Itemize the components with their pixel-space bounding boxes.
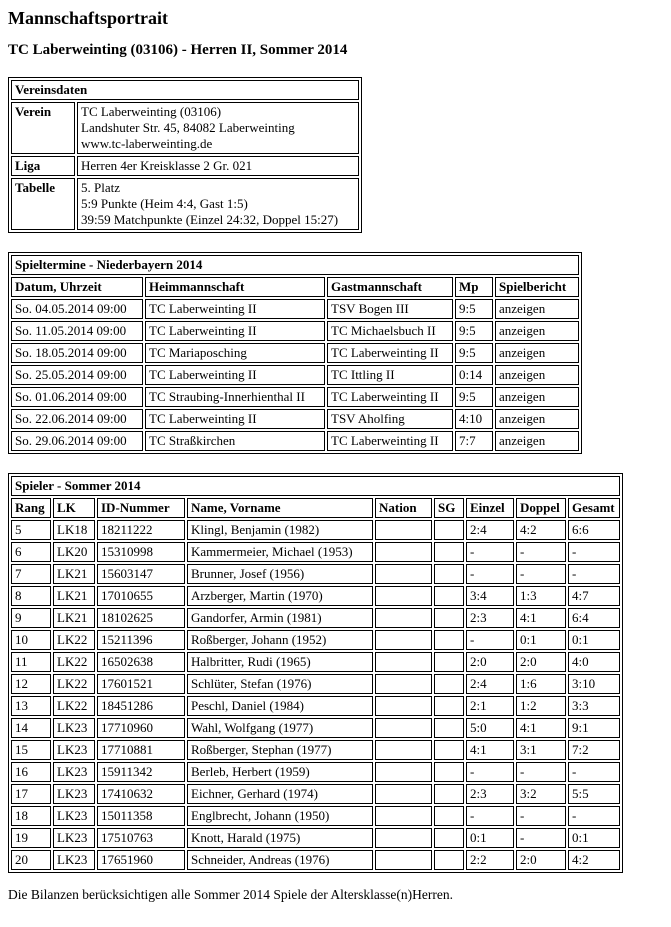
match-report-link[interactable]: anzeigen: [499, 323, 546, 338]
match-report-link[interactable]: anzeigen: [499, 433, 546, 448]
player-sg: [434, 542, 464, 562]
tabelle-platz: 5. Platz: [81, 180, 120, 195]
player-gesamt: 3:3: [568, 696, 620, 716]
column-header-mp: Mp: [455, 277, 493, 297]
player-sg: [434, 784, 464, 804]
column-header-id-nummer: ID-Nummer: [97, 498, 185, 518]
match-row: [11, 299, 579, 319]
match-report-link[interactable]: anzeigen: [499, 367, 546, 382]
player-id: 17710960: [97, 718, 185, 738]
guest-team: TC Laberweinting II: [327, 387, 453, 407]
club-name: TC Laberweinting (03106): [81, 104, 222, 119]
spieler-column-header-row: [11, 498, 620, 518]
guest-team: TC Ittling II: [327, 365, 453, 385]
liga-value: Herren 4er Kreisklasse 2 Gr. 021: [77, 156, 359, 176]
player-lk: LK20: [53, 542, 95, 562]
match-points: 4:10: [455, 409, 493, 429]
player-rank: 7: [11, 564, 51, 584]
spieltermine-header-row: [11, 255, 579, 275]
match-date: So. 04.05.2014 09:00: [11, 299, 143, 319]
vereinsdaten-header-row: [11, 80, 359, 100]
home-team: TC Straubing-Innerhienthal II: [145, 387, 325, 407]
player-rank: 14: [11, 718, 51, 738]
club-address: Landshuter Str. 45, 84082 Laberweinting: [81, 120, 295, 135]
player-einzel: 2:3: [466, 784, 514, 804]
player-gesamt: 6:4: [568, 608, 620, 628]
player-id: 18211222: [97, 520, 185, 540]
player-doppel: -: [516, 828, 566, 848]
player-sg: [434, 696, 464, 716]
match-row: [11, 343, 579, 363]
spieler-header-row: [11, 476, 620, 496]
player-gesamt: 9:1: [568, 718, 620, 738]
player-rank: 20: [11, 850, 51, 870]
player-gesamt: 0:1: [568, 630, 620, 650]
player-nation: [375, 608, 432, 628]
club-website-link[interactable]: www.tc-laberweinting.de: [81, 136, 213, 151]
player-name: Roßberger, Stephan (1977): [187, 740, 373, 760]
player-lk: LK21: [53, 608, 95, 628]
player-einzel: -: [466, 542, 514, 562]
home-team: TC Laberweinting II: [145, 299, 325, 319]
player-nation: [375, 564, 432, 584]
match-report-link-cell: [495, 343, 579, 363]
player-doppel: 1:3: [516, 586, 566, 606]
player-rank: 19: [11, 828, 51, 848]
guest-team: TC Laberweinting II: [327, 343, 453, 363]
player-gesamt: 4:2: [568, 850, 620, 870]
player-rank: 15: [11, 740, 51, 760]
player-lk: LK23: [53, 806, 95, 826]
player-id: 17010655: [97, 586, 185, 606]
player-doppel: -: [516, 564, 566, 584]
match-report-link[interactable]: anzeigen: [499, 411, 546, 426]
tabelle-label: Tabelle: [11, 178, 75, 230]
player-sg: [434, 630, 464, 650]
player-row: [11, 520, 620, 540]
tabelle-punkte: 5:9 Punkte (Heim 4:4, Gast 1:5): [81, 196, 248, 211]
player-name: Arzberger, Martin (1970): [187, 586, 373, 606]
bilanzen-footnote: Die Bilanzen berücksichtigen alle Sommer 2014 Spiele der Altersklasse(n)Herren.: [8, 887, 453, 902]
player-nation: [375, 740, 432, 760]
player-id: 17510763: [97, 828, 185, 848]
match-points: 7:7: [455, 431, 493, 451]
player-lk: LK23: [53, 850, 95, 870]
player-name: Klingl, Benjamin (1982): [187, 520, 373, 540]
player-id: 15911342: [97, 762, 185, 782]
player-row: [11, 850, 620, 870]
player-name: Wahl, Wolfgang (1977): [187, 718, 373, 738]
match-points: 9:5: [455, 343, 493, 363]
home-team: TC Straßkirchen: [145, 431, 325, 451]
player-doppel: -: [516, 542, 566, 562]
player-row: [11, 696, 620, 716]
liga-label: Liga: [11, 156, 75, 176]
player-sg: [434, 762, 464, 782]
player-einzel: 2:2: [466, 850, 514, 870]
match-row: [11, 365, 579, 385]
player-id: 15211396: [97, 630, 185, 650]
player-lk: LK23: [53, 740, 95, 760]
team-subtitle: TC Laberweinting (03106) - Herren II, Sommer 2014: [8, 42, 348, 58]
guest-team: TSV Bogen III: [327, 299, 453, 319]
match-date: So. 29.06.2014 09:00: [11, 431, 143, 451]
player-einzel: 5:0: [466, 718, 514, 738]
column-header-lk: LK: [53, 498, 95, 518]
player-lk: LK22: [53, 652, 95, 672]
column-header-gesamt: Gesamt: [568, 498, 620, 518]
match-report-link-cell: [495, 321, 579, 341]
player-id: 15011358: [97, 806, 185, 826]
match-date: So. 18.05.2014 09:00: [11, 343, 143, 363]
player-gesamt: 4:0: [568, 652, 620, 672]
player-rank: 8: [11, 586, 51, 606]
match-points: 9:5: [455, 321, 493, 341]
player-lk: LK21: [53, 586, 95, 606]
player-lk: LK23: [53, 762, 95, 782]
player-lk: LK23: [53, 784, 95, 804]
match-report-link-cell: [495, 365, 579, 385]
player-rank: 10: [11, 630, 51, 650]
column-header-nation: Nation: [375, 498, 432, 518]
player-gesamt: 6:6: [568, 520, 620, 540]
player-sg: [434, 652, 464, 672]
player-id: 16502638: [97, 652, 185, 672]
player-id: 17710881: [97, 740, 185, 760]
player-gesamt: 7:2: [568, 740, 620, 760]
column-header-sg: SG: [434, 498, 464, 518]
player-row: [11, 674, 620, 694]
player-doppel: -: [516, 806, 566, 826]
match-report-link[interactable]: anzeigen: [499, 345, 546, 360]
player-lk: LK22: [53, 630, 95, 650]
player-doppel: 3:2: [516, 784, 566, 804]
player-nation: [375, 806, 432, 826]
player-doppel: -: [516, 762, 566, 782]
player-name: Englbrecht, Johann (1950): [187, 806, 373, 826]
match-row: [11, 387, 579, 407]
player-sg: [434, 740, 464, 760]
vereinsdaten-section-header: Vereinsdaten: [11, 80, 359, 100]
player-doppel: 4:1: [516, 608, 566, 628]
column-header-rang: Rang: [11, 498, 51, 518]
player-einzel: -: [466, 762, 514, 782]
player-nation: [375, 652, 432, 672]
player-lk: LK22: [53, 674, 95, 694]
guest-team: TSV Aholfing: [327, 409, 453, 429]
player-einzel: 2:4: [466, 674, 514, 694]
player-row: [11, 784, 620, 804]
player-einzel: 3:4: [466, 586, 514, 606]
player-einzel: 2:3: [466, 608, 514, 628]
player-row: [11, 718, 620, 738]
tabelle-value-cell: [77, 178, 359, 230]
player-name: Kammermeier, Michael (1953): [187, 542, 373, 562]
match-date: So. 11.05.2014 09:00: [11, 321, 143, 341]
player-row: [11, 652, 620, 672]
player-name: Berleb, Herbert (1959): [187, 762, 373, 782]
player-lk: LK23: [53, 718, 95, 738]
player-rank: 6: [11, 542, 51, 562]
match-report-link-cell: [495, 387, 579, 407]
verein-label: Verein: [11, 102, 75, 154]
verein-value-cell: [77, 102, 359, 154]
match-report-link-cell: [495, 299, 579, 319]
player-name: Schlüter, Stefan (1976): [187, 674, 373, 694]
spieltermine-table: [8, 252, 582, 454]
player-name: Knott, Harald (1975): [187, 828, 373, 848]
player-rank: 16: [11, 762, 51, 782]
player-rank: 18: [11, 806, 51, 826]
player-sg: [434, 828, 464, 848]
player-doppel: 1:6: [516, 674, 566, 694]
player-nation: [375, 674, 432, 694]
liga-row: [11, 156, 359, 176]
player-id: 18102625: [97, 608, 185, 628]
match-row: [11, 321, 579, 341]
player-name: Gandorfer, Armin (1981): [187, 608, 373, 628]
player-id: 15603147: [97, 564, 185, 584]
player-nation: [375, 696, 432, 716]
player-gesamt: 5:5: [568, 784, 620, 804]
player-gesamt: 0:1: [568, 828, 620, 848]
player-sg: [434, 718, 464, 738]
match-report-link[interactable]: anzeigen: [499, 301, 546, 316]
player-einzel: 0:1: [466, 828, 514, 848]
player-rank: 12: [11, 674, 51, 694]
column-header-heimmannschaft: Heimmannschaft: [145, 277, 325, 297]
player-sg: [434, 608, 464, 628]
page-title: Mannschaftsportrait: [8, 8, 168, 28]
spieltermine-column-header-row: [11, 277, 579, 297]
player-name: Roßberger, Johann (1952): [187, 630, 373, 650]
player-doppel: 4:2: [516, 520, 566, 540]
player-gesamt: -: [568, 542, 620, 562]
player-doppel: 2:0: [516, 850, 566, 870]
match-row: [11, 431, 579, 451]
player-name: Halbritter, Rudi (1965): [187, 652, 373, 672]
player-einzel: -: [466, 630, 514, 650]
player-id: 15310998: [97, 542, 185, 562]
player-doppel: 4:1: [516, 718, 566, 738]
player-rank: 13: [11, 696, 51, 716]
player-row: [11, 762, 620, 782]
guest-team: TC Michaelsbuch II: [327, 321, 453, 341]
column-header-name-vorname: Name, Vorname: [187, 498, 373, 518]
player-nation: [375, 542, 432, 562]
player-nation: [375, 850, 432, 870]
player-einzel: 2:1: [466, 696, 514, 716]
player-einzel: 2:0: [466, 652, 514, 672]
player-nation: [375, 762, 432, 782]
match-points: 0:14: [455, 365, 493, 385]
player-nation: [375, 586, 432, 606]
player-einzel: -: [466, 564, 514, 584]
spieler-section-header: Spieler - Sommer 2014: [11, 476, 620, 496]
player-lk: LK21: [53, 564, 95, 584]
player-doppel: 0:1: [516, 630, 566, 650]
home-team: TC Mariaposching: [145, 343, 325, 363]
home-team: TC Laberweinting II: [145, 321, 325, 341]
player-row: [11, 630, 620, 650]
player-sg: [434, 586, 464, 606]
player-nation: [375, 828, 432, 848]
player-rank: 9: [11, 608, 51, 628]
column-header-gastmannschaft: Gastmannschaft: [327, 277, 453, 297]
player-nation: [375, 784, 432, 804]
player-sg: [434, 674, 464, 694]
guest-team: TC Laberweinting II: [327, 431, 453, 451]
player-rank: 17: [11, 784, 51, 804]
player-lk: LK22: [53, 696, 95, 716]
player-lk: LK18: [53, 520, 95, 540]
match-date: So. 25.05.2014 09:00: [11, 365, 143, 385]
player-name: Schneider, Andreas (1976): [187, 850, 373, 870]
tabelle-row: [11, 178, 359, 230]
tabelle-matchpunkte: 39:59 Matchpunkte (Einzel 24:32, Doppel 15:27): [81, 212, 339, 227]
player-nation: [375, 520, 432, 540]
match-points: 9:5: [455, 299, 493, 319]
match-report-link-cell: [495, 431, 579, 451]
match-report-link[interactable]: anzeigen: [499, 389, 546, 404]
match-date: So. 22.06.2014 09:00: [11, 409, 143, 429]
player-name: Eichner, Gerhard (1974): [187, 784, 373, 804]
player-sg: [434, 564, 464, 584]
player-id: 18451286: [97, 696, 185, 716]
match-points: 9:5: [455, 387, 493, 407]
player-einzel: -: [466, 806, 514, 826]
player-gesamt: 3:10: [568, 674, 620, 694]
player-gesamt: 4:7: [568, 586, 620, 606]
match-report-link-cell: [495, 409, 579, 429]
player-doppel: 3:1: [516, 740, 566, 760]
column-header-einzel: Einzel: [466, 498, 514, 518]
player-id: 17601521: [97, 674, 185, 694]
verein-row: [11, 102, 359, 154]
column-header-datum: Datum, Uhrzeit: [11, 277, 143, 297]
player-doppel: 1:2: [516, 696, 566, 716]
spieltermine-section-header: Spieltermine - Niederbayern 2014: [11, 255, 579, 275]
player-name: Peschl, Daniel (1984): [187, 696, 373, 716]
player-row: [11, 608, 620, 628]
player-doppel: 2:0: [516, 652, 566, 672]
player-einzel: 2:4: [466, 520, 514, 540]
column-header-doppel: Doppel: [516, 498, 566, 518]
player-id: 17410632: [97, 784, 185, 804]
player-id: 17651960: [97, 850, 185, 870]
player-row: [11, 806, 620, 826]
player-gesamt: -: [568, 564, 620, 584]
player-row: [11, 828, 620, 848]
player-sg: [434, 850, 464, 870]
player-row: [11, 586, 620, 606]
player-rank: 5: [11, 520, 51, 540]
column-header-spielbericht: Spielbericht: [495, 277, 579, 297]
player-row: [11, 564, 620, 584]
match-row: [11, 409, 579, 429]
vereinsdaten-table: [8, 77, 362, 233]
match-date: So. 01.06.2014 09:00: [11, 387, 143, 407]
player-rank: 11: [11, 652, 51, 672]
player-row: [11, 542, 620, 562]
home-team: TC Laberweinting II: [145, 409, 325, 429]
home-team: TC Laberweinting II: [145, 365, 325, 385]
spieler-table: [8, 473, 623, 873]
player-gesamt: -: [568, 762, 620, 782]
player-name: Brunner, Josef (1956): [187, 564, 373, 584]
player-einzel: 4:1: [466, 740, 514, 760]
player-nation: [375, 718, 432, 738]
player-lk: LK23: [53, 828, 95, 848]
player-sg: [434, 520, 464, 540]
player-row: [11, 740, 620, 760]
player-gesamt: -: [568, 806, 620, 826]
player-sg: [434, 806, 464, 826]
player-nation: [375, 630, 432, 650]
